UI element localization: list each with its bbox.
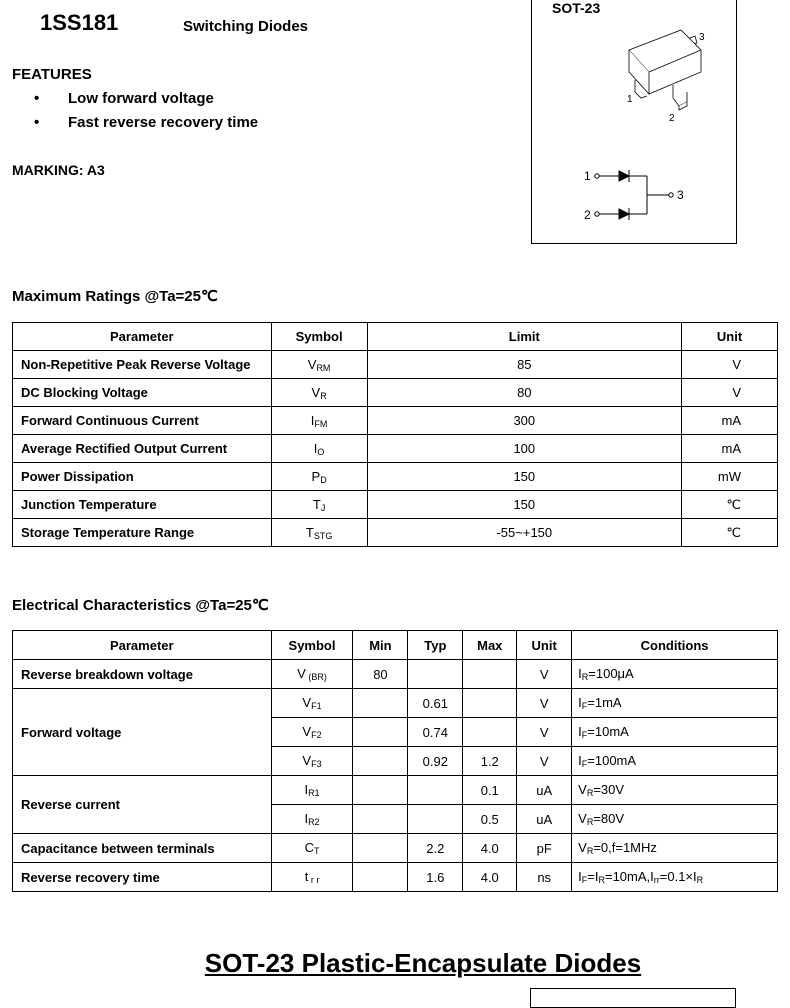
package-drawing xyxy=(531,0,737,244)
unit-cell: ns xyxy=(517,863,572,892)
limit-cell: 100 xyxy=(367,435,681,463)
condition-cell: $V_R=30V$ xyxy=(572,776,778,805)
max-cell: 1.2 xyxy=(463,747,517,776)
electrical-table xyxy=(12,630,778,892)
typ-cell: 2.2 xyxy=(408,834,463,863)
param-cell: Capacitance between terminals xyxy=(13,834,272,863)
symbol-cell: V $_{(BR)}$ xyxy=(271,660,353,689)
unit-cell: mA xyxy=(682,407,778,435)
max-cell xyxy=(463,689,517,718)
table-row xyxy=(13,351,778,379)
param-cell: Average Rectified Output Current xyxy=(13,435,272,463)
condition-cell: $I_F=I_R=10mA,I_{rr}=0.1\times I_R$ xyxy=(572,863,778,892)
part-subtitle: Switching Diodes xyxy=(183,18,309,35)
param-cell: Reverse current xyxy=(13,776,272,834)
max-cell: 4.0 xyxy=(463,834,517,863)
table-row xyxy=(13,379,778,407)
table-row xyxy=(13,519,778,547)
col-header: Max xyxy=(463,631,517,660)
condition-cell: $I_R=100\mu A$ xyxy=(572,660,778,689)
symbol-cell: $C_T$ xyxy=(271,834,353,863)
symbol-cell: $I_{FM}$ xyxy=(271,407,367,435)
col-header: Unit xyxy=(682,323,778,351)
typ-cell: 0.61 xyxy=(408,689,463,718)
param-cell: DC Blocking Voltage xyxy=(13,379,272,407)
table-row xyxy=(13,491,778,519)
max-cell: 0.5 xyxy=(463,805,517,834)
symbol-cell: $T_{STG}$ xyxy=(271,519,367,547)
part-number: 1SS181 xyxy=(40,10,119,35)
param-cell: Junction Temperature xyxy=(13,491,272,519)
min-cell xyxy=(353,718,408,747)
symbol-cell: $I_{R2}$ xyxy=(271,805,353,834)
features-heading: FEATURES xyxy=(12,66,92,83)
typ-cell xyxy=(408,805,463,834)
feature-item: • Fast reverse recovery time xyxy=(34,114,259,131)
pin-label: 1 xyxy=(584,169,591,183)
min-cell xyxy=(353,689,408,718)
unit-cell: mA xyxy=(682,435,778,463)
condition-cell: $V_R=0,f=1MHz$ xyxy=(572,834,778,863)
col-header: Parameter xyxy=(13,631,272,660)
symbol-cell: $V_{F3}$ xyxy=(271,747,353,776)
table-row xyxy=(13,776,778,805)
symbol-cell: $P_D$ xyxy=(271,463,367,491)
footer-box xyxy=(530,988,736,1008)
condition-cell: $I_F=100mA$ xyxy=(572,747,778,776)
unit-cell: mW xyxy=(682,463,778,491)
param-cell: Reverse recovery time xyxy=(13,863,272,892)
footer-title: SOT-23 Plastic-Encapsulate Diodes xyxy=(204,948,642,978)
electrical-title: Electrical Characteristics @Ta=25℃ xyxy=(12,597,269,614)
param-cell: Power Dissipation xyxy=(13,463,272,491)
symbol-cell: $I_{R1}$ xyxy=(271,776,353,805)
typ-cell: 0.92 xyxy=(408,747,463,776)
unit-cell: V xyxy=(517,747,572,776)
symbol-cell: $V_{F2}$ xyxy=(271,718,353,747)
limit-cell: 150 xyxy=(367,491,681,519)
param-cell: Storage Temperature Range xyxy=(13,519,272,547)
typ-cell xyxy=(408,776,463,805)
col-header: Conditions xyxy=(572,631,778,660)
unit-cell: uA xyxy=(517,776,572,805)
table-row xyxy=(13,689,778,718)
feature-item: • Low forward voltage xyxy=(34,90,214,107)
symbol-cell: $V_R$ xyxy=(271,379,367,407)
package-name: SOT-23 xyxy=(552,0,601,16)
limit-cell: -55~+150 xyxy=(367,519,681,547)
pin-label: 3 xyxy=(677,188,684,202)
param-cell: Forward Continuous Current xyxy=(13,407,272,435)
condition-cell: $I_F=1mA$ xyxy=(572,689,778,718)
unit-cell: V xyxy=(517,718,572,747)
unit-cell: uA xyxy=(517,805,572,834)
max-cell xyxy=(463,660,517,689)
sot23-outline-icon xyxy=(629,30,701,110)
symbol-cell: $V_{F1}$ xyxy=(271,689,353,718)
table-row xyxy=(13,435,778,463)
col-header: Symbol xyxy=(271,323,367,351)
min-cell xyxy=(353,834,408,863)
typ-cell xyxy=(408,660,463,689)
unit-cell: V xyxy=(682,351,778,379)
pin-label: 2 xyxy=(584,208,591,222)
marking-text: MARKING: A3 xyxy=(12,162,105,178)
col-header: Parameter xyxy=(13,323,272,351)
table-row xyxy=(13,463,778,491)
param-cell: Reverse breakdown voltage xyxy=(13,660,272,689)
symbol-cell: $I_O$ xyxy=(271,435,367,463)
max-cell: 4.0 xyxy=(463,863,517,892)
condition-cell: $V_R=80V$ xyxy=(572,805,778,834)
table-row xyxy=(13,863,778,892)
col-header: Limit xyxy=(367,323,681,351)
max-ratings-table xyxy=(12,322,778,547)
condition-cell: $I_F=10mA$ xyxy=(572,718,778,747)
min-cell xyxy=(353,747,408,776)
unit-cell: V xyxy=(682,379,778,407)
unit-cell: V xyxy=(517,689,572,718)
pin-label: 3 xyxy=(699,32,705,43)
pin-label: 2 xyxy=(669,113,675,124)
symbol-cell: $T_J$ xyxy=(271,491,367,519)
table-row xyxy=(13,407,778,435)
col-header: Min xyxy=(353,631,408,660)
symbol-cell: t $_{r r}$ xyxy=(271,863,353,892)
unit-cell: ℃ xyxy=(682,519,778,547)
param-cell: Non-Repetitive Peak Reverse Voltage xyxy=(13,351,272,379)
limit-cell: 300 xyxy=(367,407,681,435)
col-header: Symbol xyxy=(271,631,353,660)
limit-cell: 80 xyxy=(367,379,681,407)
min-cell xyxy=(353,776,408,805)
symbol-cell: $V_{RM}$ xyxy=(271,351,367,379)
limit-cell: 85 xyxy=(367,351,681,379)
col-header: Unit xyxy=(517,631,572,660)
max-ratings-title: Maximum Ratings @Ta=25℃ xyxy=(12,288,218,305)
limit-cell: 150 xyxy=(367,463,681,491)
typ-cell: 1.6 xyxy=(408,863,463,892)
unit-cell: V xyxy=(517,660,572,689)
table-row xyxy=(13,834,778,863)
typ-cell: 0.74 xyxy=(408,718,463,747)
col-header: Typ xyxy=(408,631,463,660)
table-row xyxy=(13,660,778,689)
max-cell: 0.1 xyxy=(463,776,517,805)
pin-label: 1 xyxy=(627,94,633,105)
param-cell: Forward voltage xyxy=(13,689,272,776)
min-cell xyxy=(353,863,408,892)
unit-cell: ℃ xyxy=(682,491,778,519)
max-cell xyxy=(463,718,517,747)
min-cell: 80 xyxy=(353,660,408,689)
min-cell xyxy=(353,805,408,834)
diode-schematic-icon xyxy=(595,170,673,220)
unit-cell: pF xyxy=(517,834,572,863)
